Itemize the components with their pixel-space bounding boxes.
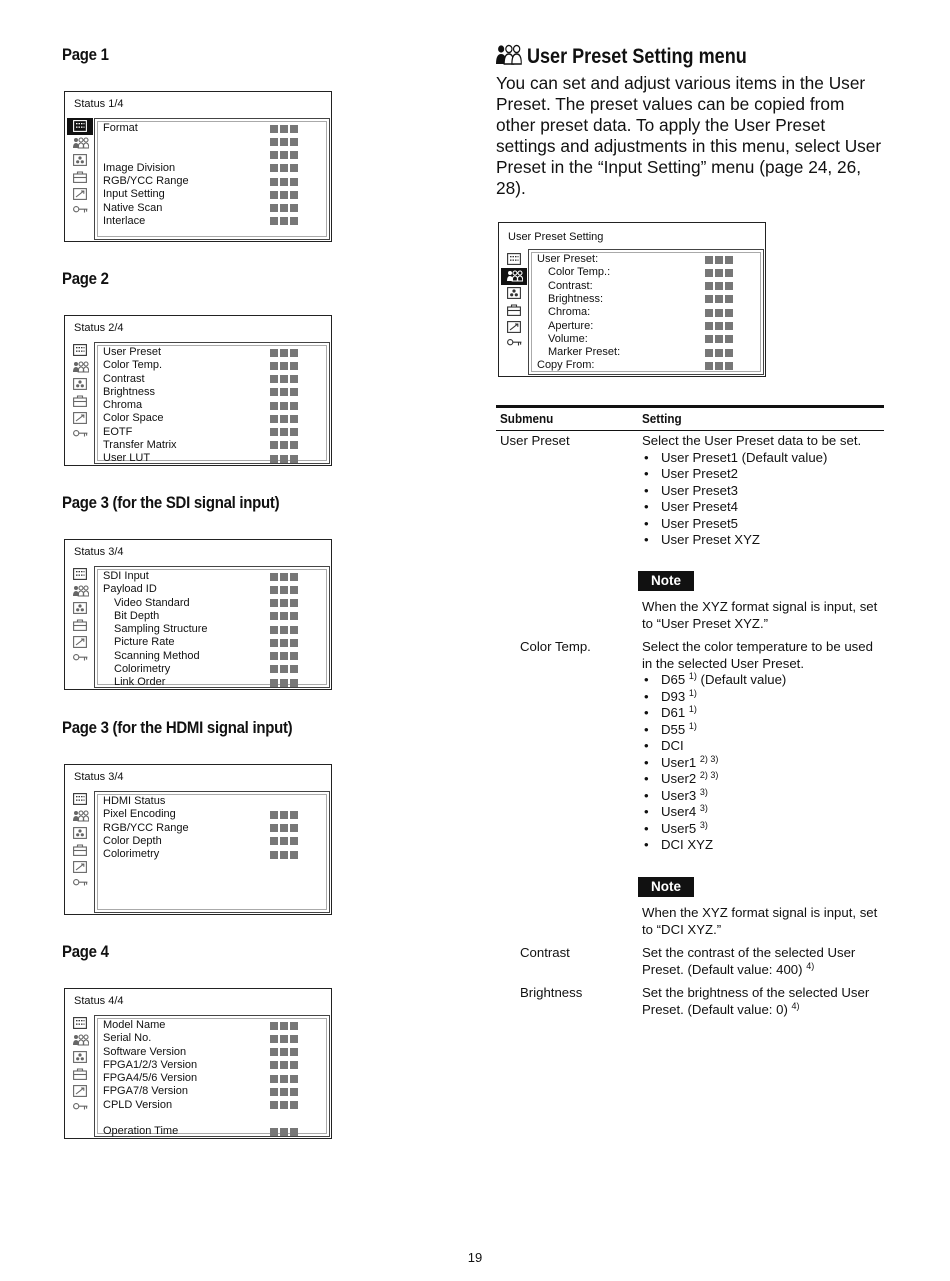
value-placeholder	[705, 309, 735, 317]
value-placeholder	[270, 125, 300, 133]
menu-item-label: Transfer Matrix	[103, 438, 177, 451]
menu-item-label: Color Space	[103, 412, 164, 425]
value-placeholder	[270, 349, 300, 357]
menu-item-label: FPGA7/8 Version	[103, 1085, 188, 1098]
value-placeholder	[270, 1035, 300, 1043]
setting-desc: Select the User Preset data to be set.	[642, 433, 862, 448]
menu-item-label: Color Temp.:	[548, 266, 611, 279]
option-item: • User Preset5	[642, 516, 884, 533]
menu-item-label: EOTF	[103, 425, 133, 438]
value-placeholder	[270, 178, 300, 186]
screen-title: Status 3/4	[74, 546, 124, 558]
footnote-ref: 2) 3)	[699, 753, 719, 764]
option-text: DCI XYZ	[661, 837, 714, 852]
footnote-ref: 4)	[791, 1000, 800, 1011]
status-icon	[67, 118, 93, 135]
menu-icon-column	[67, 566, 93, 668]
key-icon	[67, 876, 93, 893]
menu-item-label: Input Setting	[103, 188, 165, 201]
setting-desc: Select the color temperature to be used in the selected User Preset.	[642, 639, 873, 671]
page-heading: Page 2	[62, 269, 109, 288]
screen-title: Status 4/4	[74, 995, 124, 1007]
setting-desc: Set the contrast of the selected User Preset. (Default value: 400)	[642, 945, 856, 977]
value-placeholder	[270, 217, 300, 225]
menu-item-label: Aperture:	[548, 319, 594, 332]
value-placeholder	[270, 1048, 300, 1056]
value-placeholder	[270, 1128, 300, 1136]
user-preset-icon	[501, 268, 527, 285]
key-icon	[67, 203, 93, 220]
col-head-submenu: Submenu	[500, 411, 554, 426]
footnote-ref: 3)	[699, 819, 708, 830]
value-placeholder	[270, 824, 300, 832]
value-placeholder	[270, 626, 300, 634]
table-top-rule	[496, 405, 884, 408]
value-placeholder	[270, 428, 300, 436]
menu-list	[94, 342, 330, 464]
option-item	[642, 837, 884, 854]
setting-brightness	[642, 985, 884, 1018]
menu-item-label: Operation Time	[103, 1125, 179, 1137]
value-placeholder	[705, 322, 735, 330]
menu-list	[94, 791, 330, 913]
footnote-ref: 1)	[688, 687, 697, 698]
menu-item-label: Chroma	[103, 399, 143, 411]
submenu-user-preset: User Preset	[500, 433, 570, 448]
section-title	[496, 44, 747, 72]
menu-item-label: Color Temp.	[103, 359, 163, 372]
menu-list	[528, 249, 764, 375]
menu-item-label: RGB/YCC Range	[103, 821, 189, 834]
option-item	[642, 771, 884, 788]
value-placeholder	[270, 612, 300, 620]
option-list	[642, 672, 884, 854]
menu-item-label: Sampling Structure	[114, 623, 208, 635]
value-placeholder	[705, 256, 735, 264]
key-icon	[67, 1100, 93, 1117]
menu-item-label: Volume:	[548, 332, 588, 345]
menu-item-label: Contrast	[103, 372, 145, 385]
menu-icon-column	[67, 342, 93, 444]
footnote-ref: 1)	[688, 720, 697, 731]
toolbox-icon	[67, 617, 93, 634]
option-text: User5	[661, 820, 697, 836]
setting-user-preset	[642, 433, 884, 549]
color-icon	[67, 600, 93, 617]
value-placeholder	[270, 362, 300, 370]
value-placeholder	[270, 665, 300, 673]
table-head-rule	[496, 430, 884, 431]
value-placeholder	[705, 269, 735, 277]
menu-item-label: Image Division	[103, 161, 176, 174]
adjust-icon	[67, 186, 93, 203]
page-number: 19	[467, 1250, 483, 1265]
menu-item-label: User LUT	[103, 452, 151, 464]
value-placeholder	[270, 151, 300, 159]
value-placeholder	[270, 679, 300, 687]
value-placeholder	[270, 851, 300, 859]
key-icon	[501, 336, 527, 353]
menu-item-label: RGB/YCC Range	[103, 175, 189, 187]
option-item: • User Preset2	[642, 466, 884, 483]
value-placeholder	[705, 282, 735, 290]
adjust-icon	[67, 859, 93, 876]
menu-icon-column	[67, 791, 93, 893]
menu-item-label: Serial No.	[103, 1032, 152, 1045]
toolbox-icon	[67, 169, 93, 186]
menu-item-label: SDI Input	[103, 570, 149, 582]
option-item	[642, 821, 884, 838]
status-screen	[64, 988, 332, 1139]
option-item	[642, 738, 884, 755]
submenu-brightness: Brightness	[520, 985, 583, 1000]
menu-item-label: Color Depth	[103, 834, 162, 847]
value-placeholder	[270, 375, 300, 383]
toolbox-icon	[67, 842, 93, 859]
menu-item-label: User Preset:	[537, 253, 599, 265]
menu-item-label: User Preset	[103, 346, 162, 358]
footnote-ref: 1)	[688, 671, 697, 681]
option-suffix: (Default value)	[696, 672, 787, 687]
adjust-icon	[67, 1083, 93, 1100]
value-placeholder	[270, 455, 300, 463]
toolbox-icon	[67, 393, 93, 410]
footnote-ref: 3)	[699, 786, 708, 797]
status-icon	[67, 566, 93, 583]
page-heading: Page 3 (for the SDI signal input)	[62, 493, 280, 512]
status-icon	[67, 342, 93, 359]
setting-contrast	[642, 945, 884, 978]
status-icon	[501, 251, 527, 268]
option-item: • User Preset3	[642, 483, 884, 500]
menu-item-label: Copy From:	[537, 359, 595, 372]
value-placeholder	[270, 1101, 300, 1109]
status-icon	[67, 791, 93, 808]
submenu-contrast: Contrast	[520, 945, 570, 960]
option-item	[642, 755, 884, 772]
menu-item-label: Video Standard	[114, 596, 190, 609]
status-screen	[64, 539, 332, 690]
setting-desc: Set the brightness of the selected User Preset. (Default value: 0)	[642, 985, 870, 1017]
option-item	[642, 804, 884, 821]
menu-item-label: Brightness:	[548, 292, 604, 305]
option-text: User2	[661, 771, 697, 786]
value-placeholder	[270, 164, 300, 172]
section-intro: You can set and adjust various items in the User Preset. The preset values can be copied from other preset data. To apply the User Preset settings and adjustments in this menu, select User Preset in the “Input Setting” menu (page 24, 26, 28).	[496, 73, 882, 198]
note-text: When the XYZ format signal is input, set to “DCI XYZ.”	[642, 905, 878, 937]
value-placeholder	[270, 1075, 300, 1083]
menu-item-label: Brightness	[103, 385, 155, 398]
value-placeholder	[705, 349, 735, 357]
page-heading: Page 4	[62, 942, 109, 961]
value-placeholder	[270, 204, 300, 212]
value-placeholder	[270, 138, 300, 146]
value-placeholder	[270, 652, 300, 660]
screen-title: Status 2/4	[74, 322, 124, 334]
value-placeholder	[270, 1061, 300, 1069]
menu-item-label: Picture Rate	[114, 636, 175, 649]
menu-item-label: Colorimetry	[114, 662, 171, 675]
user-preset-icon	[67, 359, 93, 376]
option-text: D93	[661, 688, 686, 704]
menu-item-label: Software Version	[103, 1045, 187, 1058]
menu-item-label: Scanning Method	[114, 649, 200, 662]
value-placeholder	[270, 402, 300, 410]
option-text: D65	[661, 672, 686, 687]
status-screen	[64, 764, 332, 915]
toolbox-icon	[67, 1066, 93, 1083]
option-list	[642, 450, 884, 549]
screen-title: Status 1/4	[74, 98, 124, 110]
user-preset-icon	[67, 1032, 93, 1049]
option-item	[642, 722, 884, 739]
key-icon	[67, 427, 93, 444]
adjust-icon	[501, 319, 527, 336]
menu-item-label: Link Order	[114, 676, 166, 688]
menu-item-label: Contrast:	[548, 279, 593, 292]
menu-item-label: Native Scan	[103, 201, 163, 214]
menu-list	[94, 118, 330, 240]
option-text: D55	[661, 721, 686, 737]
col-head-setting: Setting	[642, 411, 682, 426]
status-icon	[67, 1015, 93, 1032]
user-preset-icon	[67, 135, 93, 152]
menu-item-label: Marker Preset:	[548, 346, 621, 359]
menu-item-label: FPGA1/2/3 Version	[103, 1058, 198, 1071]
option-item: • User Preset XYZ	[642, 532, 884, 549]
color-icon	[67, 1049, 93, 1066]
section-title-text: User Preset Setting menu	[526, 45, 747, 68]
option-item: • User Preset1 (Default value)	[642, 450, 884, 467]
value-placeholder	[270, 1022, 300, 1030]
value-placeholder	[705, 335, 735, 343]
user-preset-icon	[67, 808, 93, 825]
menu-list	[94, 1015, 330, 1137]
menu-icon-column	[67, 118, 93, 220]
menu-item-label: Format	[103, 122, 138, 134]
user-preset-icon	[67, 583, 93, 600]
page-heading: Page 3 (for the HDMI signal input)	[62, 718, 293, 737]
note-text: When the XYZ format signal is input, set to “User Preset XYZ.”	[642, 599, 878, 631]
screen-title: Status 3/4	[74, 771, 124, 783]
adjust-icon	[67, 410, 93, 427]
value-placeholder	[705, 295, 735, 303]
note-badge: Note	[638, 877, 694, 897]
menu-item-label: HDMI Status	[103, 795, 166, 807]
option-item: • User Preset4	[642, 499, 884, 516]
footnote-ref: 4)	[806, 960, 815, 971]
option-item	[642, 788, 884, 805]
user-preset-setting-screen	[498, 222, 766, 377]
footnote-ref: 3)	[699, 803, 708, 813]
option-text: User3	[661, 787, 697, 803]
option-item	[642, 689, 884, 706]
status-screen	[64, 91, 332, 242]
adjust-icon	[67, 634, 93, 651]
value-placeholder	[270, 1088, 300, 1096]
status-screen	[64, 315, 332, 466]
option-text: DCI	[661, 738, 684, 753]
value-placeholder	[270, 415, 300, 423]
note-badge: Note	[638, 571, 694, 591]
value-placeholder	[270, 599, 300, 607]
page-heading: Page 1	[62, 45, 109, 64]
menu-item-label: Interlace	[103, 214, 146, 227]
color-icon	[501, 285, 527, 302]
value-placeholder	[270, 837, 300, 845]
color-icon	[67, 825, 93, 842]
option-text: D61	[661, 705, 686, 720]
menu-icon-column	[67, 1015, 93, 1117]
value-placeholder	[270, 388, 300, 396]
menu-item-label: Payload ID	[103, 583, 157, 596]
menu-item-label: CPLD Version	[103, 1098, 173, 1111]
value-placeholder	[270, 639, 300, 647]
value-placeholder	[270, 586, 300, 594]
value-placeholder	[270, 441, 300, 449]
submenu-color-temp: Color Temp.	[520, 639, 591, 654]
value-placeholder	[270, 191, 300, 199]
menu-icon-column	[501, 251, 527, 353]
value-placeholder	[270, 811, 300, 819]
option-item	[642, 705, 884, 722]
option-item	[642, 672, 884, 689]
menu-item-label: FPGA4/5/6 Version	[103, 1072, 198, 1084]
user-preset-icon	[496, 44, 522, 72]
menu-item-label: Chroma:	[548, 306, 591, 319]
menu-item-label: Bit Depth	[114, 609, 160, 622]
menu-item-label: Pixel Encoding	[103, 808, 176, 821]
color-icon	[67, 376, 93, 393]
footnote-ref: 1)	[688, 704, 697, 714]
value-placeholder	[270, 573, 300, 581]
menu-list	[94, 566, 330, 688]
color-icon	[67, 152, 93, 169]
option-text: User1	[661, 754, 697, 770]
footnote-ref: 2) 3)	[699, 770, 719, 780]
key-icon	[67, 651, 93, 668]
option-text: User4	[661, 804, 697, 819]
value-placeholder	[705, 362, 735, 370]
menu-item-label: Model Name	[103, 1019, 166, 1031]
screen-title: User Preset Setting	[508, 231, 604, 243]
toolbox-icon	[501, 302, 527, 319]
setting-color-temp	[642, 639, 884, 854]
menu-item-label: Colorimetry	[103, 848, 160, 860]
